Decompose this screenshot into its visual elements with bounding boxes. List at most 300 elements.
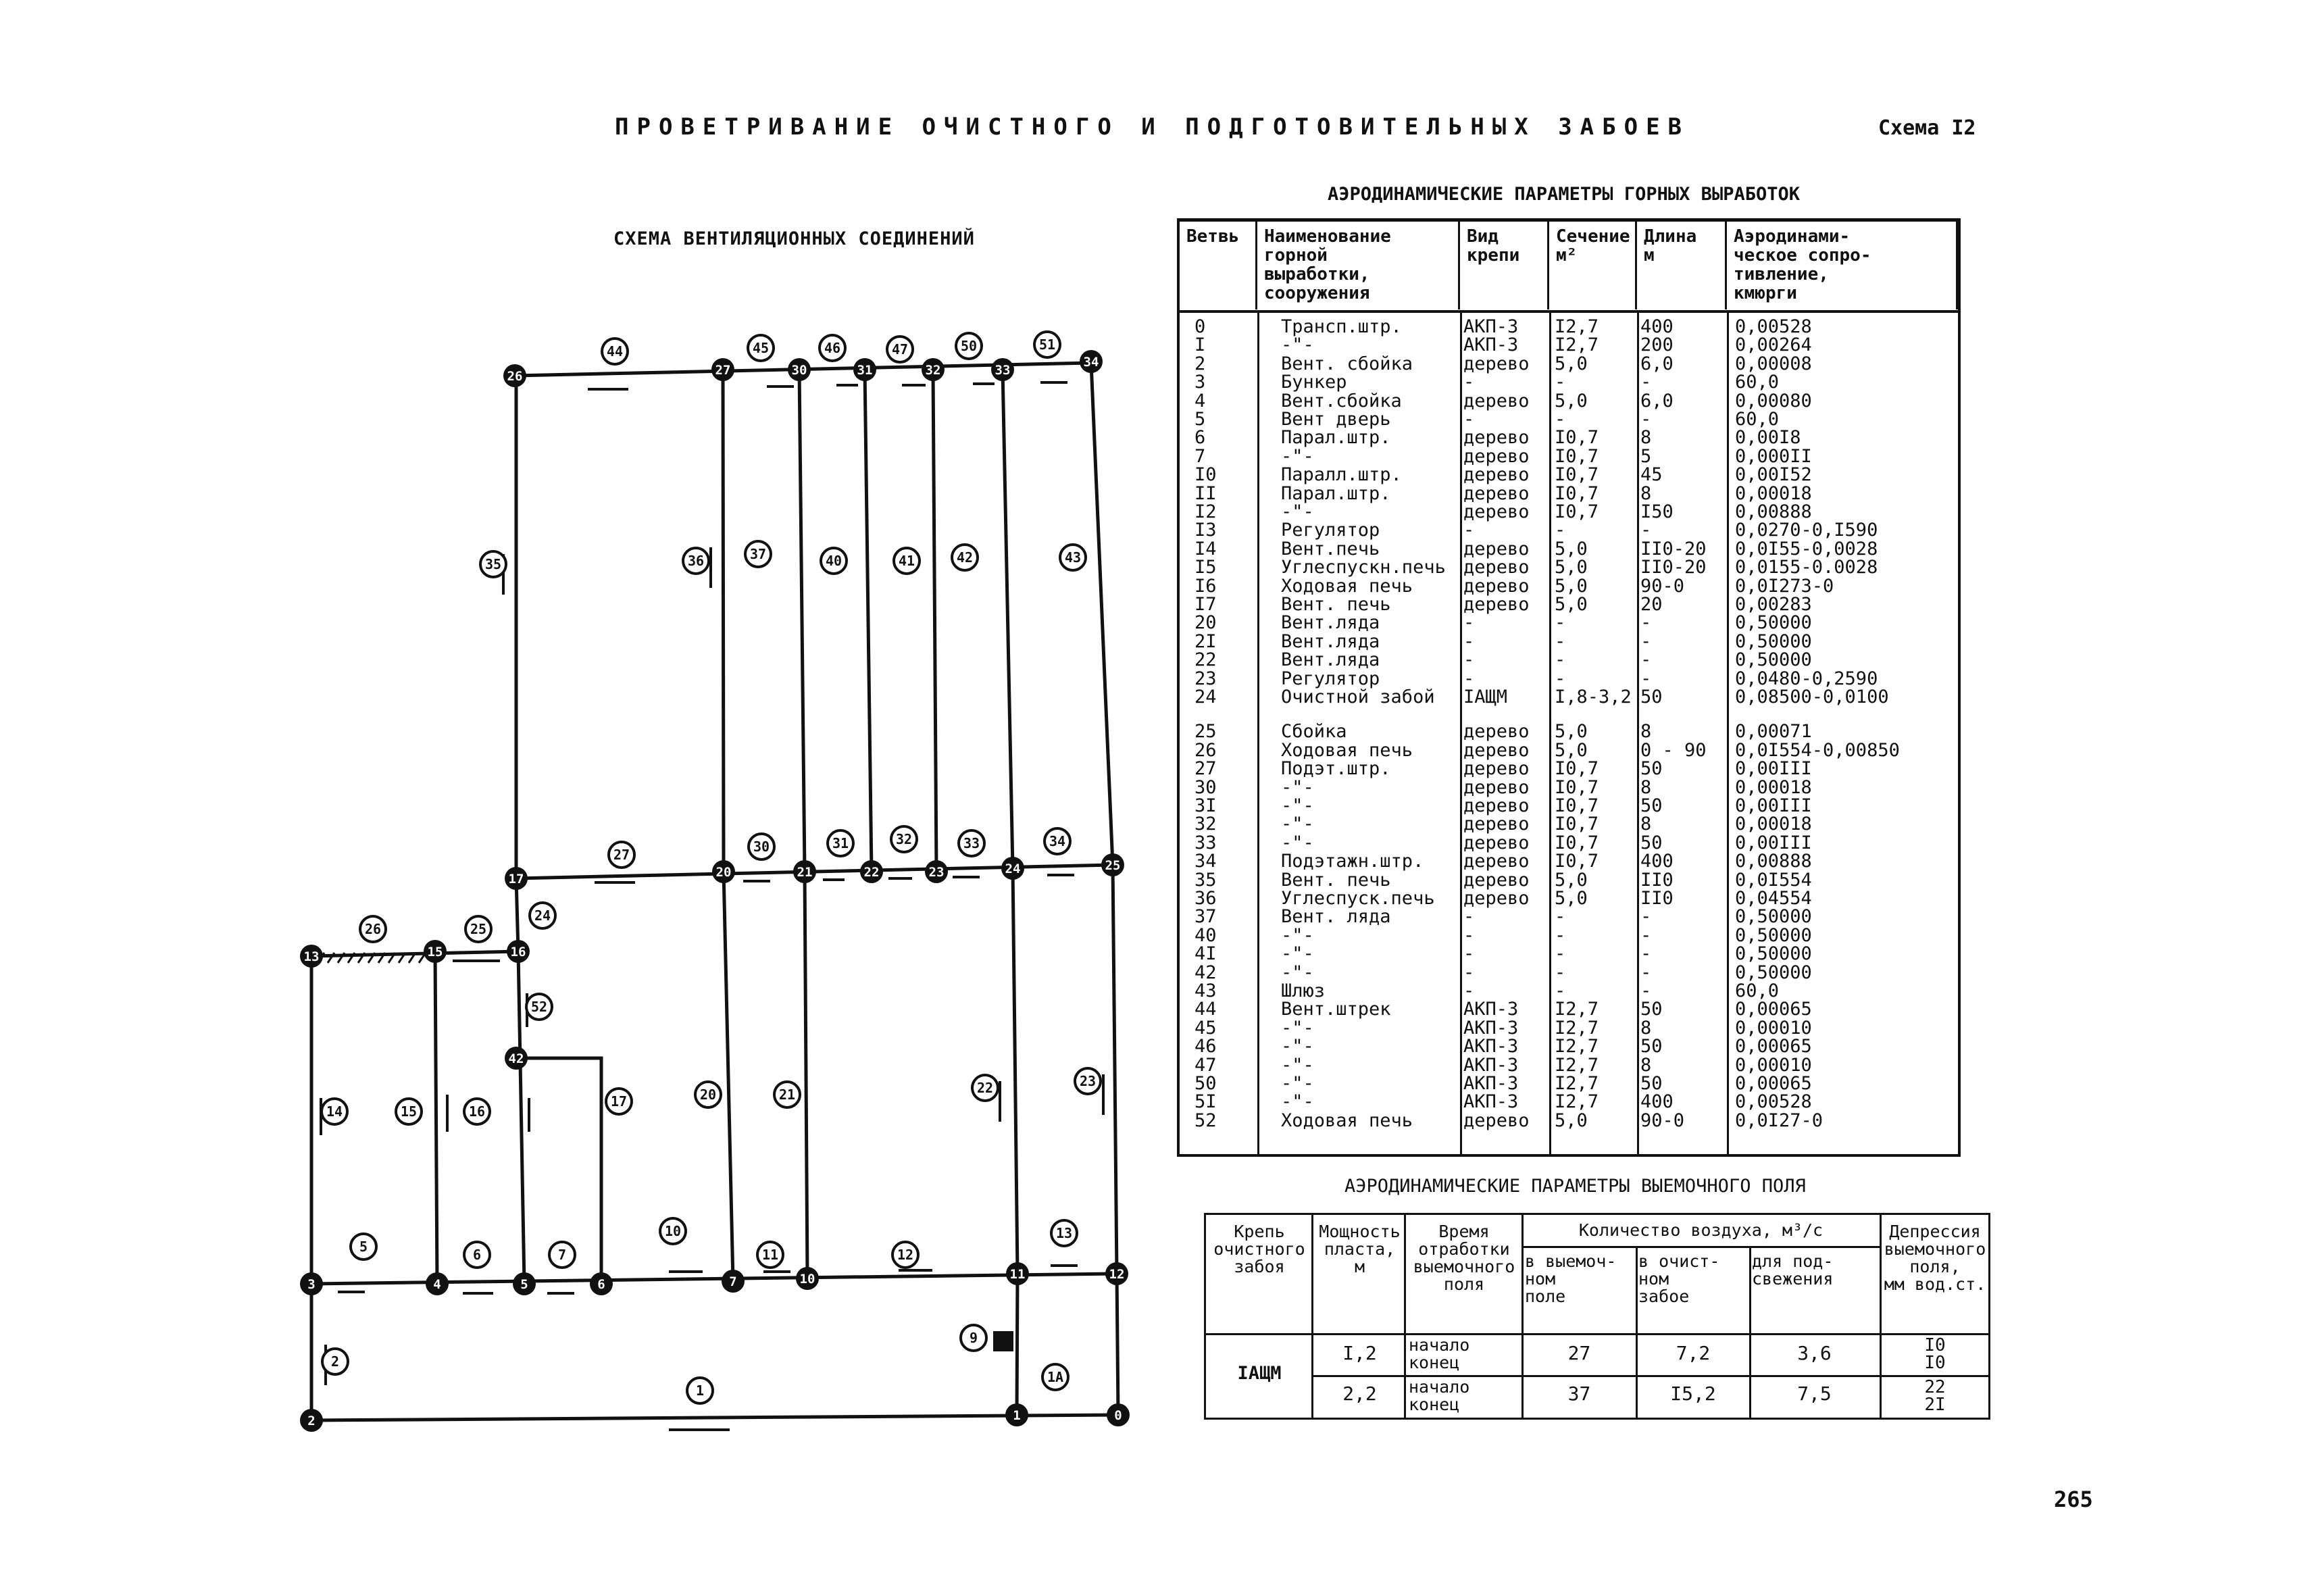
row-rule — [1521, 1246, 1880, 1248]
node-label: 0 — [1114, 1408, 1122, 1423]
col-rule — [1636, 1246, 1638, 1418]
node-10 — [796, 1267, 819, 1290]
support-cell: - — [1463, 924, 1475, 946]
branch-cell: I — [1194, 334, 1206, 356]
resistance-cell: 0,00065 — [1735, 999, 1812, 1020]
resistance-cell: 0,00III — [1735, 758, 1812, 780]
section-cell: I0,7 — [1555, 445, 1599, 467]
regulator-icon — [993, 1331, 1013, 1351]
section-cell: - — [1555, 372, 1566, 393]
node-21 — [793, 860, 816, 883]
branch-cell: I2 — [1194, 501, 1217, 522]
length-cell: 8 — [1640, 482, 1652, 504]
length-cell: 8 — [1640, 814, 1652, 835]
node-6 — [590, 1272, 613, 1295]
node-label: 15 — [427, 945, 443, 959]
t2-header-air-fresh: для под- свежения — [1752, 1251, 1834, 1289]
node-2 — [300, 1409, 323, 1432]
branch-label-33 — [959, 830, 984, 856]
resistance-cell: 0,00528 — [1735, 1091, 1812, 1113]
branch-cell: I6 — [1194, 575, 1217, 597]
branch-label-1 — [687, 1378, 713, 1403]
section-cell: 5,0 — [1555, 557, 1588, 578]
branch-label-text: 2 — [330, 1353, 340, 1370]
node-27 — [711, 358, 734, 381]
support-cell: дерево — [1463, 721, 1530, 743]
branch-cell: 3 — [1194, 372, 1206, 393]
branch-label-24 — [530, 903, 555, 928]
name-cell: -"- — [1281, 832, 1314, 853]
support-cell: - — [1463, 630, 1475, 652]
page-number: 265 — [2054, 1487, 2093, 1512]
length-cell: 8 — [1640, 427, 1652, 449]
name-cell: -"- — [1281, 776, 1314, 798]
section-cell: - — [1555, 962, 1566, 983]
node-13 — [300, 945, 323, 968]
support-cell: дерево — [1463, 482, 1530, 504]
name-cell: Регулятор — [1281, 520, 1380, 541]
node-label: 3 — [307, 1277, 316, 1292]
resistance-cell: 0,00III — [1735, 795, 1812, 816]
length-cell: I50 — [1640, 501, 1674, 522]
t2-field: 27 — [1567, 1342, 1591, 1364]
node-33 — [991, 358, 1014, 381]
branch-label-text: 23 — [1079, 1073, 1097, 1089]
branch-label-25 — [466, 916, 491, 942]
resistance-cell: 0,50000 — [1735, 924, 1812, 946]
branch-label-9 — [961, 1325, 986, 1351]
t2-fresh: 3,6 — [1797, 1342, 1832, 1364]
length-cell: 50 — [1640, 687, 1663, 707]
branch-cell: I5 — [1194, 557, 1217, 578]
support-cell: - — [1463, 649, 1475, 671]
row-rule — [1206, 1333, 1988, 1335]
section-cell: I2,7 — [1555, 316, 1599, 337]
node-20 — [712, 860, 735, 883]
section-cell: I0,7 — [1555, 482, 1599, 504]
name-cell: -"- — [1281, 445, 1314, 467]
node-label: 32 — [925, 363, 941, 378]
section-cell: 5,0 — [1555, 538, 1588, 559]
name-cell: Вент. сбойка — [1281, 353, 1413, 374]
name-cell: Подэтажн.штр. — [1281, 851, 1424, 872]
resistance-cell: 0,00010 — [1735, 1017, 1812, 1039]
section-cell: 5,0 — [1555, 888, 1588, 909]
length-cell: 0 - 90 — [1640, 739, 1707, 761]
branch-label-11 — [757, 1242, 783, 1268]
branch-label-text: 1A — [1047, 1369, 1064, 1385]
aerodynamic-parameters-table — [1177, 218, 1961, 1157]
branch-label-50 — [956, 333, 982, 359]
support-cell: АКП-3 — [1463, 1036, 1519, 1057]
t2-time: начало конец — [1409, 1377, 1470, 1414]
t2-header-air-field: в выемоч- ном поле — [1525, 1251, 1617, 1306]
name-cell: -"- — [1281, 1036, 1314, 1057]
resistance-cell: 0,50000 — [1735, 630, 1812, 652]
col-rule — [1727, 310, 1729, 1154]
resistance-cell: 0,50000 — [1735, 962, 1812, 983]
resistance-cell: 0,0I554 — [1735, 869, 1812, 891]
length-cell: II0 — [1640, 869, 1674, 891]
resistance-cell: 0,00I52 — [1735, 464, 1812, 486]
branch-label-text: 9 — [969, 1330, 978, 1346]
name-cell: Вент. печь — [1281, 594, 1391, 615]
col-header-support: Вид крепи — [1460, 222, 1549, 309]
support-cell: дерево — [1463, 427, 1530, 449]
branch-label-text: 32 — [895, 831, 913, 847]
support-cell: АКП-3 — [1463, 1073, 1519, 1094]
support-cell: дерево — [1463, 594, 1530, 615]
t2-header-air: Количество воздуха, м³/с — [1578, 1220, 1823, 1240]
node-34 — [1080, 350, 1103, 373]
branch-cell: 50 — [1194, 1073, 1217, 1094]
length-cell: 90-0 — [1640, 1109, 1685, 1131]
node-label: 6 — [597, 1277, 605, 1292]
branch-label-text: 52 — [530, 999, 548, 1015]
section-cell: I0,7 — [1555, 464, 1599, 486]
section-cell: I2,7 — [1555, 1036, 1599, 1057]
branch-cell: 4 — [1194, 390, 1206, 412]
section-cell: - — [1555, 906, 1566, 928]
name-cell: -"- — [1281, 334, 1314, 356]
branch-label-text: 22 — [976, 1080, 994, 1096]
resistance-cell: 0,04554 — [1735, 888, 1812, 909]
table1-caption: АЭРОДИНАМИЧЕСКИЕ ПАРАМЕТРЫ ГОРНЫХ ВЫРАБОТОК — [1328, 184, 1800, 205]
length-cell: - — [1640, 630, 1652, 652]
node-label: 11 — [1009, 1267, 1026, 1282]
length-cell: 8 — [1640, 776, 1652, 798]
support-cell: дерево — [1463, 776, 1530, 798]
branch-label-30 — [749, 834, 774, 859]
branch-label-text: 36 — [687, 553, 705, 569]
t2-header-thickness: Мощность пласта, м — [1319, 1222, 1401, 1276]
branch-label-text: 25 — [470, 921, 487, 937]
resistance-cell: 0,00018 — [1735, 482, 1812, 504]
branch-label-43 — [1060, 545, 1086, 570]
branch-cell: 33 — [1194, 832, 1217, 853]
section-cell: 5,0 — [1555, 390, 1588, 412]
support-cell: - — [1463, 906, 1475, 928]
t2-header-air-face: в очист- ном забое — [1638, 1251, 1720, 1306]
length-cell: 8 — [1640, 721, 1652, 743]
length-cell: 50 — [1640, 1073, 1663, 1094]
node-label: 20 — [715, 865, 732, 880]
resistance-cell: 0,0270-0,I590 — [1735, 520, 1878, 541]
resistance-cell: 60,0 — [1735, 980, 1780, 1001]
name-cell: Вент.печь — [1281, 538, 1380, 559]
node-label: 5 — [520, 1277, 528, 1292]
section-cell: 5,0 — [1555, 1109, 1588, 1131]
col-header-name: Наименование горной выработки, сооружения — [1257, 222, 1460, 309]
node-label: 34 — [1083, 355, 1099, 370]
resistance-cell: 0,00264 — [1735, 334, 1812, 356]
col-rule — [1749, 1246, 1751, 1418]
length-cell: - — [1640, 372, 1652, 393]
branch-label-text: 33 — [963, 835, 980, 851]
section-cell: 5,0 — [1555, 594, 1588, 615]
branch-cell: II — [1194, 482, 1217, 504]
branch-cell: 45 — [1194, 1017, 1217, 1039]
resistance-cell: 0,50000 — [1735, 943, 1812, 965]
section-cell: I0,7 — [1555, 851, 1599, 872]
name-cell: Ходовая печь — [1281, 1109, 1413, 1131]
section-cell: - — [1555, 980, 1566, 1001]
node-3 — [300, 1272, 323, 1295]
col-rule — [1549, 310, 1551, 1154]
resistance-cell: 0,50000 — [1735, 612, 1812, 634]
section-cell: 5,0 — [1555, 721, 1588, 743]
branch-label-text: 7 — [557, 1247, 567, 1263]
branch-label-text: 6 — [472, 1247, 482, 1263]
node-23 — [925, 860, 948, 883]
resistance-cell: 0,000II — [1735, 445, 1812, 467]
node-label: 21 — [797, 865, 813, 880]
branch-label-text: 1 — [695, 1382, 705, 1399]
length-cell: - — [1640, 520, 1652, 541]
resistance-cell: 0,00065 — [1735, 1073, 1812, 1094]
length-cell: II0-20 — [1640, 557, 1707, 578]
length-cell: 50 — [1640, 999, 1663, 1020]
branch-cell: 34 — [1194, 851, 1217, 872]
branch-label-47 — [887, 336, 913, 362]
length-cell: 90-0 — [1640, 575, 1685, 597]
resistance-cell: 0,0I55-0,0028 — [1735, 538, 1878, 559]
branch-label-2 — [322, 1349, 348, 1374]
name-cell: Парал.штр. — [1281, 482, 1391, 504]
length-cell: 6,0 — [1640, 390, 1674, 412]
t2-field: 37 — [1567, 1382, 1591, 1405]
branch-cell: 25 — [1194, 721, 1217, 743]
section-cell: I0,7 — [1555, 758, 1599, 780]
support-cell: АКП-3 — [1463, 999, 1519, 1020]
length-cell: 50 — [1640, 832, 1663, 853]
node-42 — [505, 1047, 528, 1070]
resistance-cell: 60,0 — [1735, 409, 1780, 430]
node-label: 2 — [307, 1414, 316, 1428]
node-1 — [1005, 1403, 1028, 1426]
support-cell: АКП-3 — [1463, 316, 1519, 337]
branch-cell: 40 — [1194, 924, 1217, 946]
length-cell: 8 — [1640, 1017, 1652, 1039]
t2-thickness: I,2 — [1342, 1342, 1377, 1364]
section-cell: - — [1555, 668, 1566, 689]
branch-label-text: 26 — [364, 921, 382, 937]
resistance-cell: 0,00010 — [1735, 1054, 1812, 1076]
branch-cell: I0 — [1194, 464, 1217, 486]
branch-label-1A — [1042, 1364, 1068, 1390]
section-cell: - — [1555, 943, 1566, 965]
support-cell: - — [1463, 409, 1475, 430]
branch-label-10 — [660, 1218, 686, 1244]
section-cell: - — [1555, 612, 1566, 634]
support-cell: дерево — [1463, 557, 1530, 578]
length-cell: 200 — [1640, 334, 1674, 356]
node-label: 26 — [507, 369, 523, 384]
support-cell: - — [1463, 943, 1475, 965]
node-label: 30 — [791, 363, 807, 378]
branch-label-text: 5 — [359, 1239, 368, 1255]
support-cell: дерево — [1463, 501, 1530, 522]
support-cell: дерево — [1463, 575, 1530, 597]
branch-label-text: 50 — [960, 338, 978, 354]
support-cell: - — [1463, 980, 1475, 1001]
name-cell: -"- — [1281, 814, 1314, 835]
branch-label-41 — [894, 548, 920, 574]
branch-cell: 46 — [1194, 1036, 1217, 1057]
branch-label-21 — [774, 1082, 800, 1107]
node-label: 1 — [1013, 1408, 1021, 1423]
node-4 — [426, 1272, 449, 1295]
branch-label-text: 43 — [1064, 549, 1082, 566]
branch-label-15 — [396, 1099, 422, 1124]
name-cell: Ходовая печь — [1281, 739, 1413, 761]
name-cell: -"- — [1281, 962, 1314, 983]
resistance-cell: 0,00080 — [1735, 390, 1812, 412]
t2-fresh: 7,5 — [1797, 1382, 1832, 1405]
support-cell: - — [1463, 520, 1475, 541]
branch-label-text: 42 — [956, 549, 974, 566]
name-cell: -"- — [1281, 943, 1314, 965]
resistance-cell: 0,00888 — [1735, 501, 1812, 522]
name-cell: Углеспуск.печь — [1281, 888, 1435, 909]
branch-label-text: 20 — [699, 1087, 717, 1103]
col-header-length: Длина м — [1637, 222, 1727, 309]
length-cell: 400 — [1640, 851, 1674, 872]
resistance-cell: 0,0I27-0 — [1735, 1109, 1823, 1131]
name-cell: Очистной забой — [1281, 687, 1435, 707]
branch-cell: 26 — [1194, 739, 1217, 761]
branch-label-text: 44 — [606, 343, 624, 359]
node-15 — [424, 940, 447, 963]
branch-label-text: 16 — [468, 1103, 486, 1120]
resistance-cell: 0,08500-0,0100 — [1735, 687, 1889, 707]
t2-time: начало конец — [1409, 1335, 1470, 1372]
branch-label-5 — [351, 1234, 376, 1260]
node-label: 4 — [433, 1277, 441, 1292]
branch-label-34 — [1045, 828, 1070, 854]
section-cell: I2,7 — [1555, 999, 1599, 1020]
col-rule — [1637, 310, 1639, 1154]
name-cell: Бункер — [1281, 372, 1347, 393]
branch-label-text: 37 — [749, 546, 767, 562]
ventilation-diagram — [270, 324, 1149, 1460]
resistance-cell: 0,00888 — [1735, 851, 1812, 872]
name-cell: Регулятор — [1281, 668, 1380, 689]
node-label: 33 — [995, 363, 1011, 378]
branch-cell: I7 — [1194, 594, 1217, 615]
section-cell: I0,7 — [1555, 795, 1599, 816]
name-cell: Вент. печь — [1281, 869, 1391, 891]
length-cell: 20 — [1640, 594, 1663, 615]
support-cell: дерево — [1463, 445, 1530, 467]
branch-cell: 52 — [1194, 1109, 1217, 1131]
col-rule — [1460, 310, 1462, 1154]
node-7 — [722, 1270, 745, 1293]
branch-cell: 5I — [1194, 1091, 1217, 1113]
name-cell: -"- — [1281, 1017, 1314, 1039]
support-cell: АКП-3 — [1463, 1091, 1519, 1113]
branch-label-31 — [828, 830, 853, 856]
node-label: 25 — [1105, 858, 1121, 873]
node-label: 13 — [303, 949, 320, 964]
branch-label-17 — [606, 1089, 632, 1114]
length-cell: 50 — [1640, 795, 1663, 816]
branch-label-text: 10 — [664, 1223, 682, 1239]
branch-cell: 37 — [1194, 906, 1217, 928]
length-cell: 8 — [1640, 1054, 1652, 1076]
name-cell: -"- — [1281, 501, 1314, 522]
branch-cell: 2I — [1194, 630, 1217, 652]
resistance-cell: 0,50000 — [1735, 906, 1812, 928]
length-cell: - — [1640, 649, 1652, 671]
support-cell: - — [1463, 668, 1475, 689]
resistance-cell: 0,00018 — [1735, 814, 1812, 835]
support-cell: дерево — [1463, 814, 1530, 835]
name-cell: Вент. ляда — [1281, 906, 1391, 928]
name-cell: Вент дверь — [1281, 409, 1391, 430]
section-cell: I0,7 — [1555, 814, 1599, 835]
node-label: 7 — [729, 1274, 737, 1289]
t2-face: 7,2 — [1676, 1342, 1711, 1364]
branch-label-52 — [526, 994, 552, 1020]
support-cell: дерево — [1463, 888, 1530, 909]
node-label: 23 — [928, 865, 945, 880]
support-cell: дерево — [1463, 758, 1530, 780]
branch-label-44 — [602, 339, 628, 364]
name-cell: Вент.ляда — [1281, 612, 1380, 634]
support-cell: АКП-3 — [1463, 1017, 1519, 1039]
branch-cell: 22 — [1194, 649, 1217, 671]
branch-label-text: 15 — [400, 1103, 418, 1120]
resistance-cell: 0,50000 — [1735, 649, 1812, 671]
col-header-section: Сечение м² — [1549, 222, 1637, 309]
support-cell: АКП-3 — [1463, 1054, 1519, 1076]
length-cell: 400 — [1640, 316, 1674, 337]
branch-label-text: 21 — [778, 1087, 796, 1103]
ventilation-schema-title: СХЕМА ВЕНТИЛЯЦИОННЫХ СОЕДИНЕНИЙ — [613, 228, 975, 249]
support-cell: дерево — [1463, 464, 1530, 486]
support-cell: - — [1463, 962, 1475, 983]
support-cell: - — [1463, 612, 1475, 634]
branch-cell: I4 — [1194, 538, 1217, 559]
diagram-lines — [311, 363, 1118, 1420]
section-cell: 5,0 — [1555, 739, 1588, 761]
section-cell: I0,7 — [1555, 776, 1599, 798]
branch-cell: I3 — [1194, 520, 1217, 541]
branch-label-20 — [695, 1082, 721, 1107]
resistance-cell: 0,00III — [1735, 832, 1812, 853]
section-cell: I2,7 — [1555, 1091, 1599, 1113]
node-30 — [788, 358, 811, 381]
section-cell: I2,7 — [1555, 1073, 1599, 1094]
branch-cell: 24 — [1194, 687, 1217, 707]
node-label: 16 — [510, 945, 526, 959]
branch-cell: 32 — [1194, 814, 1217, 835]
support-cell: IАЩМ — [1463, 687, 1508, 707]
branch-label-text: 17 — [610, 1093, 628, 1109]
branch-cell: 2 — [1194, 353, 1206, 374]
section-cell: I2,7 — [1555, 1054, 1599, 1076]
node-label: 42 — [508, 1051, 524, 1066]
branch-label-text: 12 — [897, 1247, 914, 1263]
branch-label-26 — [360, 916, 386, 942]
t2-face: I5,2 — [1670, 1382, 1716, 1405]
length-cell: - — [1640, 980, 1652, 1001]
name-cell: Подэт.штр. — [1281, 758, 1391, 780]
branch-cell: 44 — [1194, 999, 1217, 1020]
col-header-resistance: Аэродинами- ческое сопро- тивление, кмюрги — [1727, 222, 1958, 309]
branch-label-27 — [609, 842, 634, 868]
